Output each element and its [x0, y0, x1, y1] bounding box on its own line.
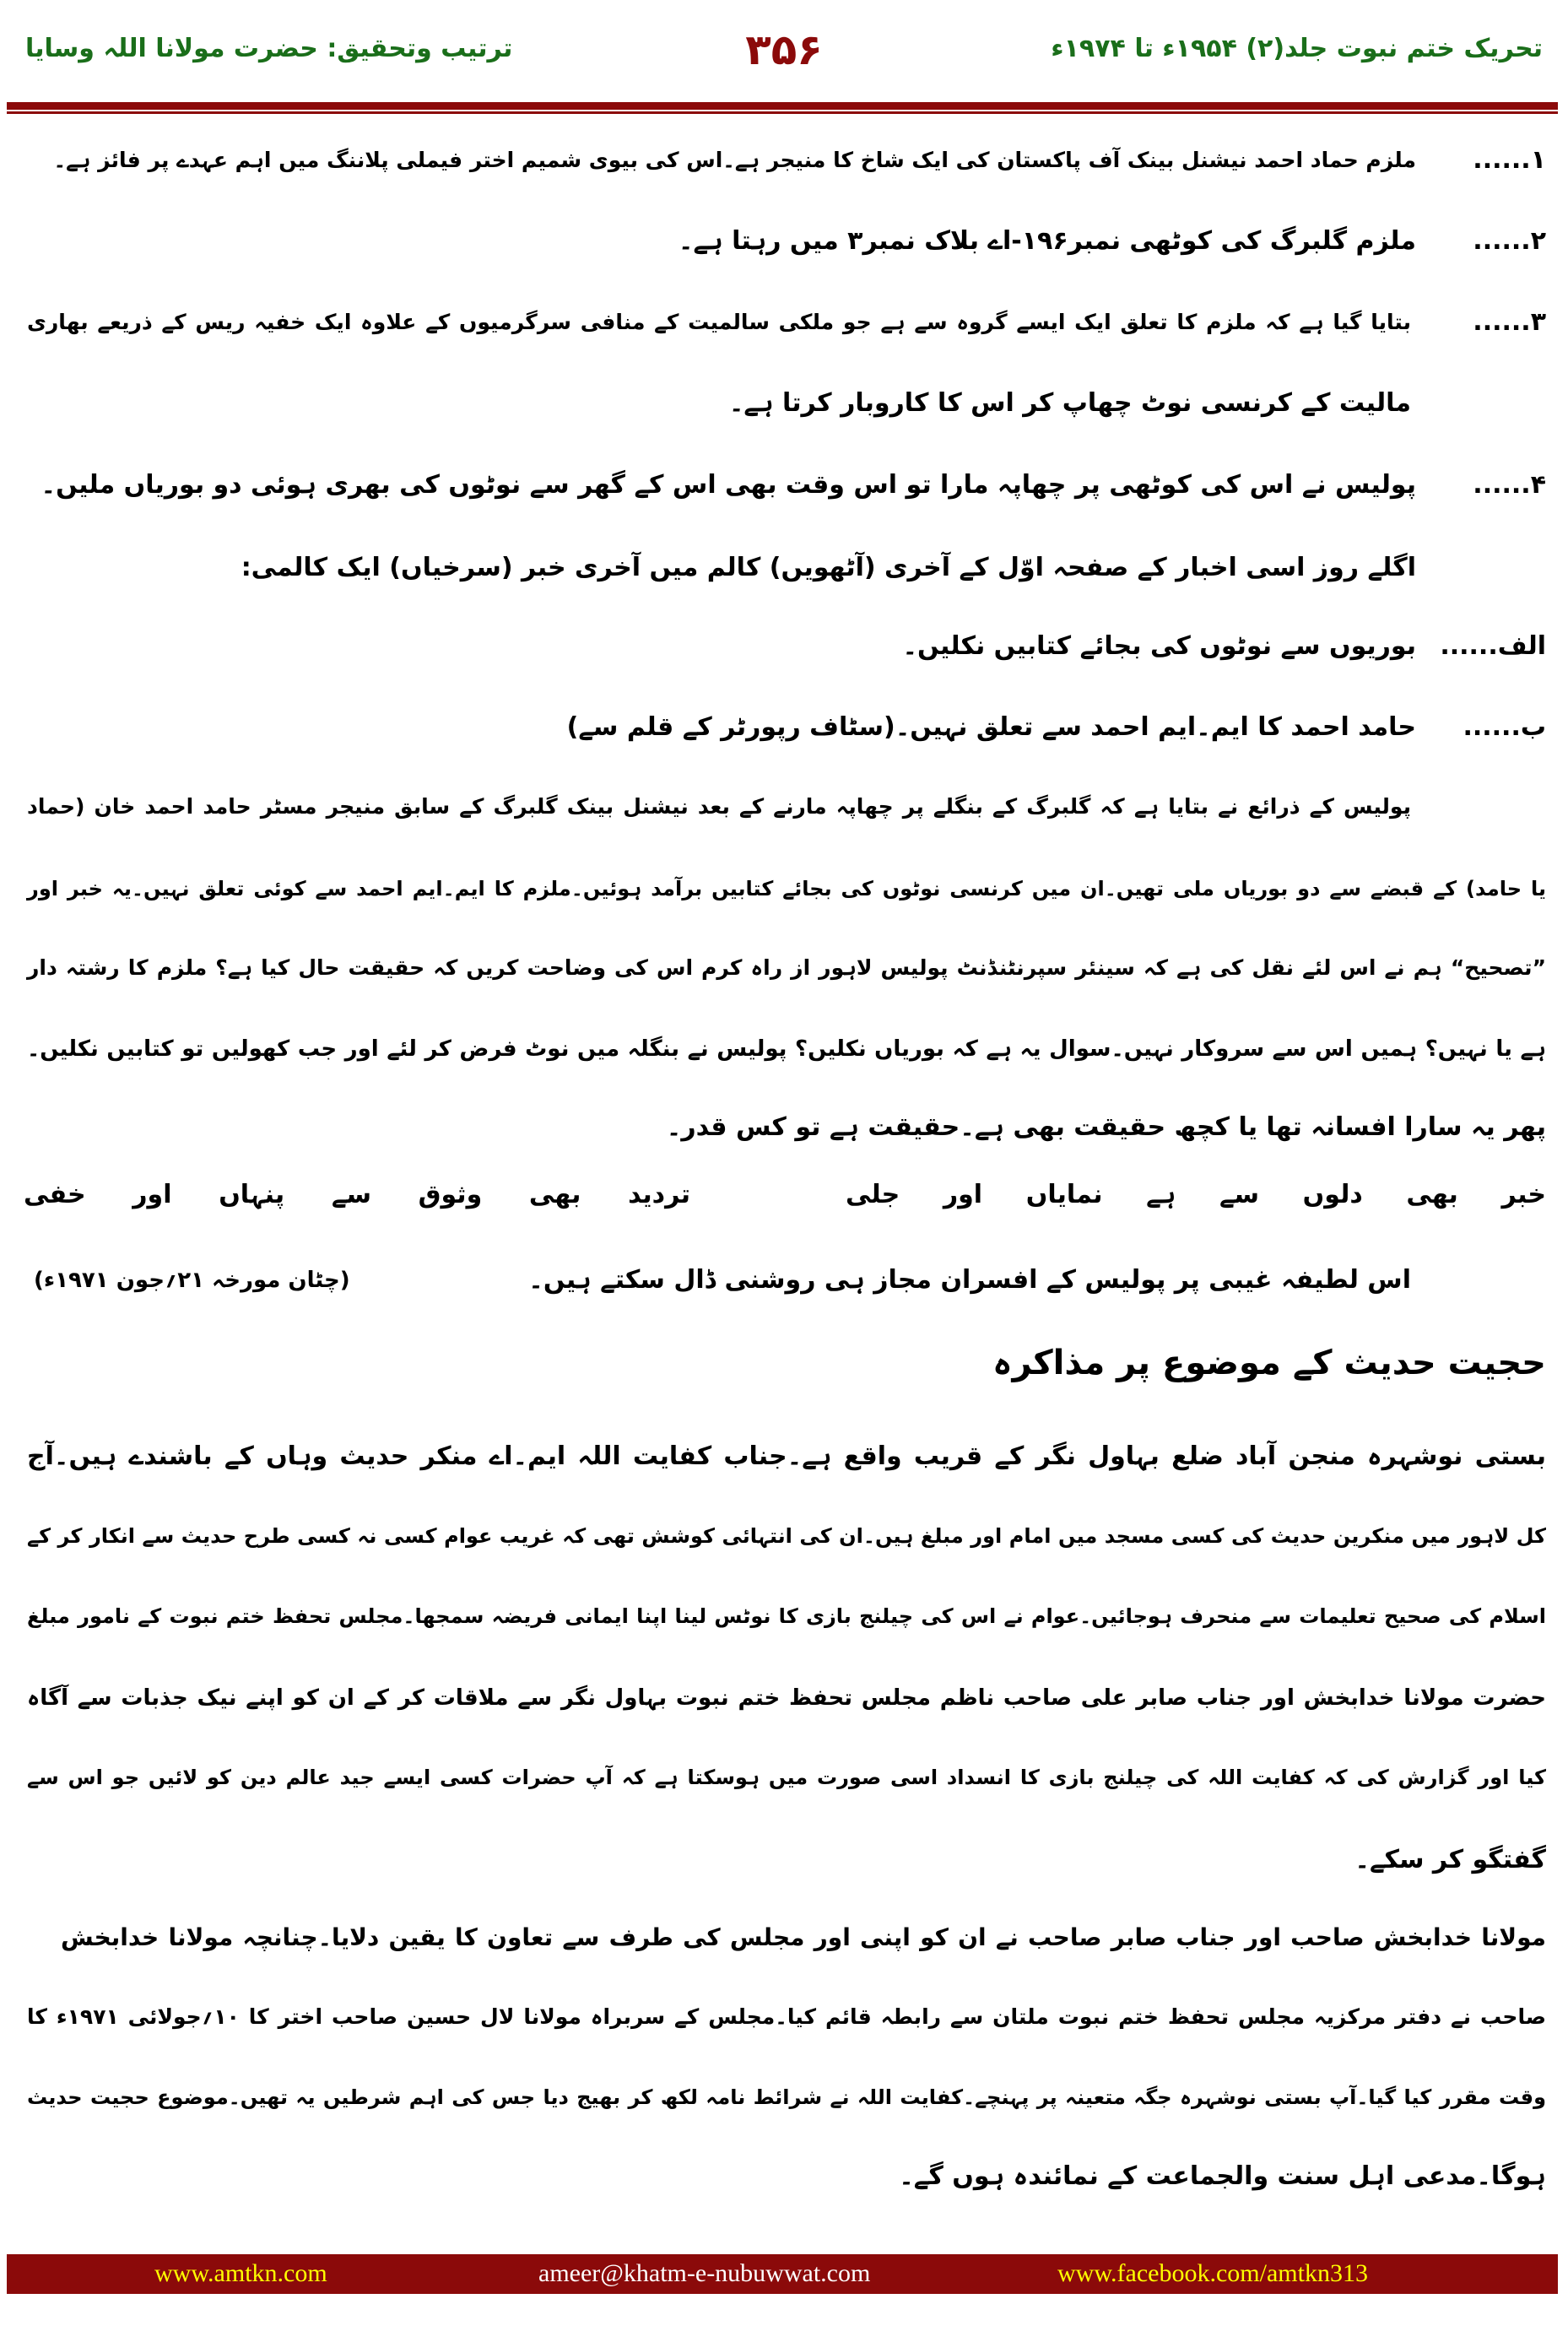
verse-second: تردید بھی وثوق سے پنہاں اور خفی [24, 1180, 690, 1209]
citation: (چٹان مورخہ ۲۱؍جون ۱۹۷۱ء) [34, 1268, 350, 1293]
paragraph-line: حضرت مولانا خدابخش اور جناب صابر علی صاحب ناظم مجلس تحفظ ختم نبوت بہاول نگر سے ملاقات کر کے ان کو اپنے نیک جذبات سے آگاہ [27, 1685, 1546, 1711]
item-label: ۱...... [1473, 145, 1546, 175]
book-title: تحریک ختم نبوت جلد(۲) ۱۹۵۴ء تا ۱۹۷۴ء [1051, 34, 1543, 63]
item-text-cont: مالیت کے کرنسی نوٹ چھاپ کر اس کا کاروبار کرتا ہے۔ [728, 388, 1411, 418]
paragraph-line: کل لاہور میں منکرین حدیث کی کسی مسجد میں امام اور مبلغ ہیں۔ان کی انتہائی کوشش تھی کہ غریب عوام کسی نہ کسی طرح حدیث سے انکار کر کے [27, 1524, 1546, 1548]
paragraph-line: ہے یا نہیں؟ ہمیں اس سے سروکار نہیں۔سوال یہ ہے کہ بوریاں نکلیں؟ پولیس نے بنگلہ میں نوٹ فرض کر لئے اور جب کھولیں تو کتابیں نکلیں۔ [27, 1036, 1546, 1062]
paragraph-line: مولانا خدابخش صاحب اور جناب صابر صاحب نے ان کو اپنی اور مجلس کی طرف سے تعاون کا یقین دلایا۔چنانچہ مولانا خدابخش [61, 1923, 1546, 1951]
paragraph-line: کیا اور گزارش کی کہ کفایت اللہ کی چیلنج بازی کا انسداد اسی صورت میں ہوسکتا ہے کہ آپ حضرات کسی ایسے جید عالم دین کو لائیں جو اس سے [27, 1766, 1546, 1789]
paragraph-line: بستی نوشہرہ منجن آباد ضلع بہاول نگر کے قریب واقع ہے۔جناب کفایت اللہ ایم۔اے منکر حدیث وہاں کے باشندے ہیں۔آج [27, 1441, 1546, 1471]
item-text: ملزم حماد احمد نیشنل بینک آف پاکستان کی ایک شاخ کا منیجر ہے۔اس کی بیوی شمیم اختر فیملی پلاننگ میں اہم عہدے پر فائز ہے۔ [53, 148, 1416, 172]
headline-text: حامد احمد کا ایم۔ایم احمد سے تعلق نہیں۔(سٹاف رپورٹر کے قلم سے) [566, 712, 1416, 742]
facebook-link[interactable]: www.facebook.com/amtkn313 [1057, 2259, 1368, 2287]
paragraph-line: وقت مقرر کیا گیا۔آپ بستی نوشہرہ جگہ متعینہ پر پہنچے۔کفایت اللہ نے شرائط نامہ لکھ کر بھیج دیا جس کی اہم شرطیں یہ تھیں۔موضوع حجیت حدیث [27, 2085, 1546, 2109]
header-rule [7, 102, 1558, 110]
verse-first: خبر بھی دلوں سے ہے نمایاں اور جلی [846, 1180, 1546, 1209]
paragraph-line: ہوگا۔مدعی اہل سنت والجماعت کے نمائندہ ہوں گے۔ [899, 2161, 1546, 2191]
header-rule-thin [7, 111, 1558, 114]
paragraph-line: گفتگو کر سکے۔ [1354, 1845, 1546, 1874]
paragraph-line: یا حامد) کے قبضے سے دو بوریاں ملی تھیں۔ان میں کرنسی نوٹوں کی بجائے کتابیں برآمد ہوئیں۔ملزم کا ایم۔ایم احمد سے کوئی تعلق نہیں۔یہ خبر اور [27, 877, 1546, 901]
website-link[interactable]: www.amtkn.com [154, 2259, 327, 2287]
paragraph-line: پولیس کے ذرائع نے بتایا ہے کہ گلبرگ کے بنگلے پر چھاپہ مارنے کے بعد نیشنل بینک گلبرگ کے سابق منیجر مسٹر حامد احمد خان (حماد [27, 794, 1411, 819]
item-label: ۳...... [1473, 307, 1546, 337]
section-heading: حجیت حدیث کے موضوع پر مذاکرہ [992, 1344, 1546, 1382]
closing-line: اس لطیفہ غیبی پر پولیس کے افسران مجاز ہی روشنی ڈال سکتے ہیں۔ [528, 1265, 1411, 1295]
paragraph-line: اسلام کی صحیح تعلیمات سے منحرف ہوجائیں۔عوام نے اس کی چیلنج بازی کا نوٹس لینا اپنا ایمانی فریضہ سمجھا۔مجلس تحفظ ختم نبوت کے نامور مبلغ [27, 1604, 1546, 1628]
headline-label: ب...... [1463, 712, 1546, 742]
paragraph-line: پھر یہ سارا افسانہ تھا یا کچھ حقیقت بھی ہے۔حقیقت ہے تو کس قدر۔ [666, 1112, 1546, 1142]
paragraph-line: صاحب نے دفتر مرکزیہ مجلس تحفظ ختم نبوت ملتان سے رابطہ قائم کیا۔مجلس کے سربراہ مولانا لال حسین صاحب اختر کا ۱۰؍جولائی ۱۹۷۱ء کا [27, 2004, 1546, 2029]
next-day-intro: اگلے روز اسی اخبار کے صفحہ اوّل کے آخری (آٹھویں) کالم میں آخری خبر (سرخیاں) ایک کالمی: [241, 553, 1416, 582]
page-number: ۳۵۶ [745, 25, 823, 74]
item-text: ملزم گلبرگ کی کوٹھی نمبر۱۹۶-اے بلاک نمبر۳ میں رہتا ہے۔ [678, 226, 1416, 256]
paragraph-line: ”تصحیح“ ہم نے اس لئے نقل کی ہے کہ سینئر سپرنٹنڈنٹ پولیس لاہور از راہ کرم اس کی وضاحت کریں کہ حقیقت حال کیا ہے؟ ملزم کا رشتہ دار [27, 955, 1546, 980]
headline-text: بوریوں سے نوٹوں کی بجائے کتابیں نکلیں۔ [902, 631, 1416, 661]
compiler-credit: ترتیب وتحقیق: حضرت مولانا اللہ وسایا [25, 34, 513, 63]
item-label: ۴...... [1473, 470, 1546, 500]
item-text: پولیس نے اس کی کوٹھی پر چھاپہ مارا تو اس وقت بھی اس کے گھر سے نوٹوں کی بھری ہوئی دو بوریاں ملیں۔ [41, 470, 1416, 500]
headline-label: الف...... [1440, 631, 1546, 661]
item-label: ۲...... [1473, 226, 1546, 256]
footer-bar [7, 2254, 1558, 2294]
email-link[interactable]: ameer@khatm-e-nubuwwat.com [538, 2259, 871, 2287]
item-text: بتایا گیا ہے کہ ملزم کا تعلق ایک ایسے گروہ سے ہے جو ملکی سالمیت کے منافی سرگرمیوں کے علاوہ ایک خفیہ ریس کے ذریعے بھاری [27, 310, 1411, 334]
